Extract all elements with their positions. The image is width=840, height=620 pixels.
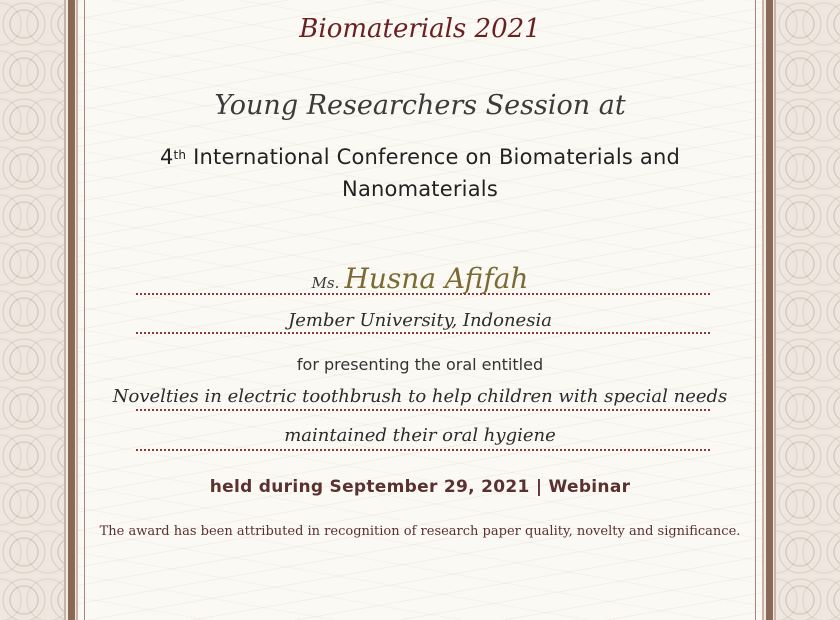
session-title: Young Researchers Session at <box>214 90 626 121</box>
left-border-rail <box>64 0 78 620</box>
dotted-divider <box>136 293 710 295</box>
dotted-divider <box>136 332 710 334</box>
conference-title-rest: International Conference on Biomaterials and <box>186 145 681 169</box>
event-title: Biomaterials 2021 <box>299 14 541 44</box>
paper-title-line1: Novelties in electric toothbrush to help children with special needs <box>112 386 728 407</box>
right-border-rail <box>762 0 776 620</box>
dotted-divider <box>136 409 710 411</box>
recipient-name: Husna Afifah <box>344 262 529 295</box>
award-statement: The award has been attributed in recognition of research paper quality, novelty and significance. <box>99 524 741 539</box>
recipient <box>78 262 762 295</box>
conference-title-line2: Nanomaterials <box>342 177 498 201</box>
conference-ordinal-number: 4 <box>159 145 174 169</box>
paper-title-line2: maintained their oral hygiene <box>284 425 556 446</box>
conference-title-line1 <box>78 141 762 173</box>
dotted-divider <box>136 449 710 451</box>
presenting-text: for presenting the oral entitled <box>296 355 544 374</box>
held-date-venue: held during September 29, 2021 | Webinar <box>209 477 631 497</box>
affiliation: Jember University, Indonesia <box>288 310 552 331</box>
certificate-body <box>78 0 762 620</box>
recipient-title: Ms. <box>311 274 340 292</box>
conference-ordinal-suffix: th <box>173 148 187 162</box>
left-ornamental-border <box>0 0 64 620</box>
right-ornamental-border <box>776 0 840 620</box>
conference-title <box>78 141 762 205</box>
